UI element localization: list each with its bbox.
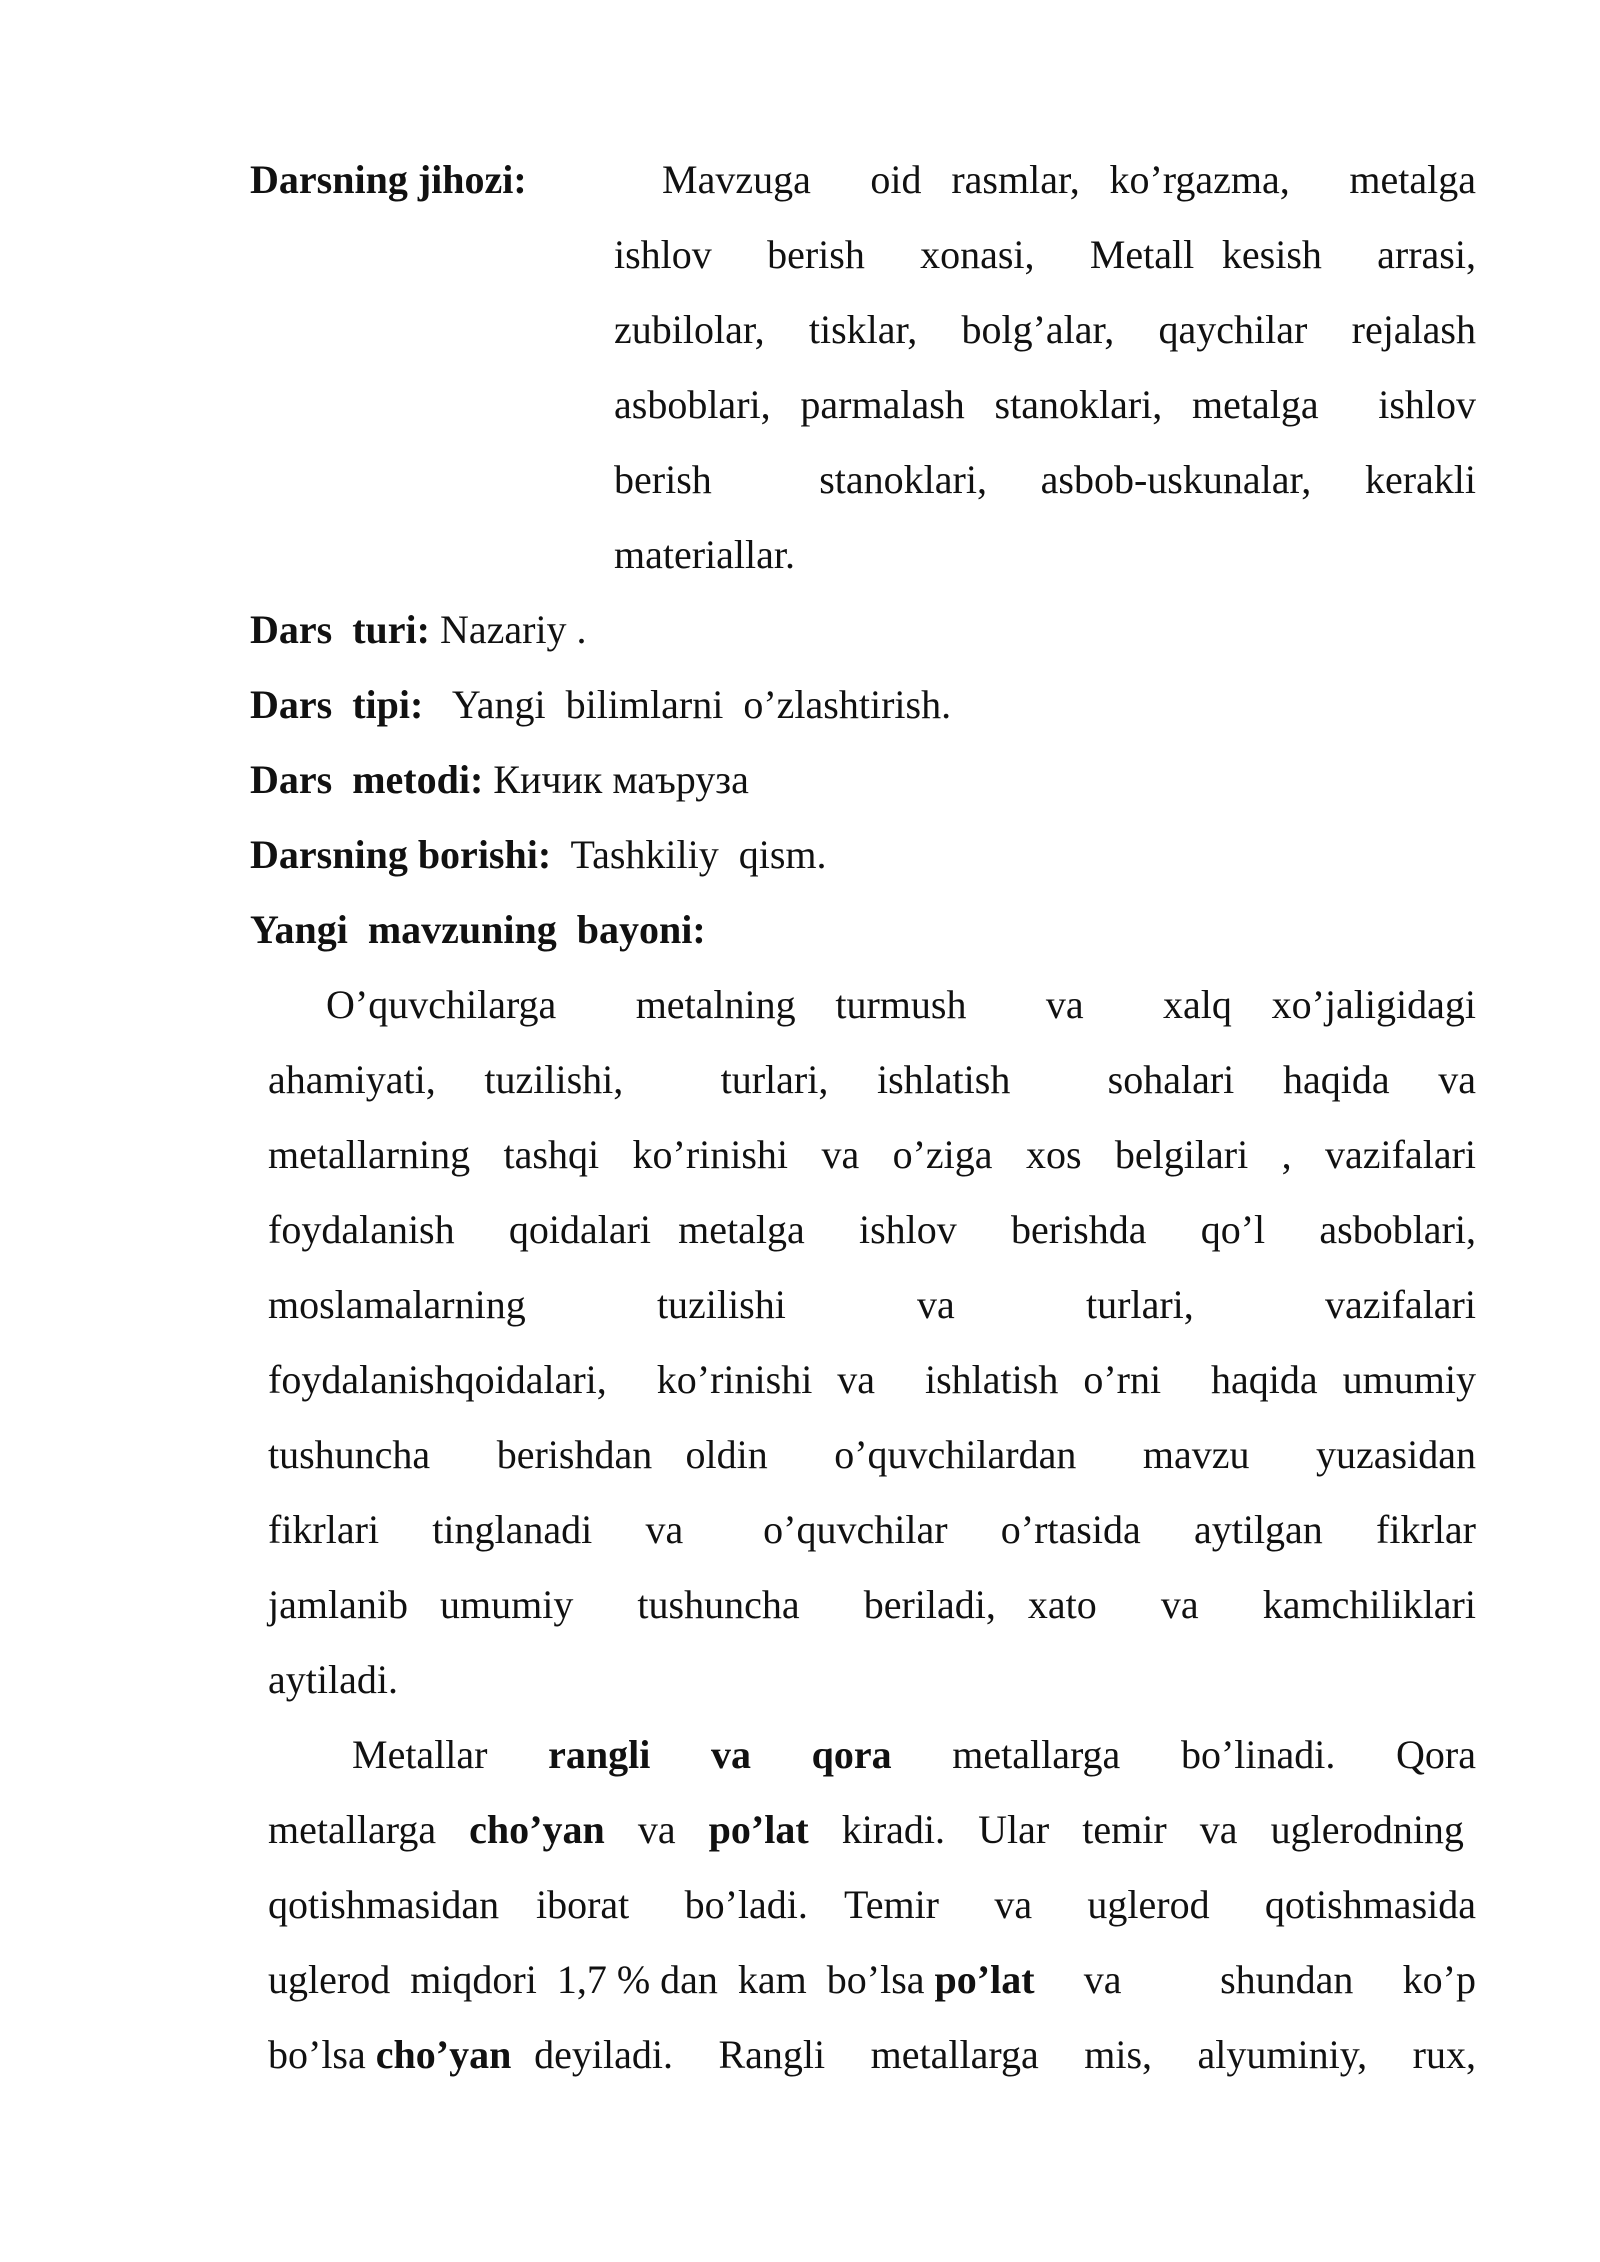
dars-turi-value: Nazariy . (429, 607, 587, 652)
p1-line-8 (268, 1492, 1476, 1567)
p2-word: bo’linadi. (1180, 1732, 1336, 1777)
jihozi-label: Darsning jihozi: (250, 157, 527, 202)
p1-line-2 (268, 1042, 1476, 1117)
p1-line-6 (268, 1342, 1476, 1417)
p2-line-5-c: deyiladi. Rangli metallarga mis, alyuminiy, rux, (511, 2032, 1476, 2077)
p2-bold-polat-2: po’lat (934, 1957, 1035, 2002)
p1-line-7 (268, 1417, 1476, 1492)
jihozi-line-3 (614, 292, 1476, 367)
p2-line-5-a: bo’lsa (268, 2032, 376, 2077)
dars-metodi-label: Dars metodi: (250, 757, 484, 802)
bayoni-heading: Yangi mavzuning bayoni: (250, 907, 706, 952)
p2-line-2 (268, 1792, 1464, 1867)
dars-turi (250, 592, 587, 667)
p2-bold-choyan-2: cho’yan (375, 2032, 512, 2077)
jihozi-line-6: materiallar. (614, 532, 796, 577)
p1-line-1-text: O’quvchilarga metalning turmush va xalq xo’jaligidagi (326, 982, 1476, 1027)
p2-bold-va: va (710, 1732, 751, 1777)
p2-line-4 (268, 1942, 1476, 2017)
p2-word: kiradi. (841, 1807, 946, 1852)
jihozi-line-2 (614, 217, 1476, 292)
jihozi-line-2-text: ishlov berish xonasi, Metall kesish arrasi, (614, 232, 1476, 277)
p2-line-3 (268, 1867, 1476, 1942)
p2-bold-qora: qora (811, 1732, 892, 1777)
p2-line-5 (268, 2017, 1476, 2092)
dars-metodi (250, 742, 749, 817)
p1-line-4 (268, 1192, 1476, 1267)
darsning-borishi-label: Darsning borishi: (250, 832, 552, 877)
p1-line-8-text: fikrlari tinglanadi va o’quvchilar o’rtasida aytilgan fikrlar (268, 1507, 1476, 1552)
p2-word: Ular (978, 1807, 1050, 1852)
p2-word: va (637, 1807, 676, 1852)
jihozi-line-5-text: berish stanoklari, asbob-uskunalar, kerakli (614, 457, 1476, 502)
p1-line-9 (268, 1567, 1476, 1642)
p2-line-4-c: va shundan ko’p (1034, 1957, 1476, 2002)
p2-word: metallarga (268, 1807, 437, 1852)
dars-tipi-label: Dars tipi: (250, 682, 424, 727)
jihozi-line-1-text: Mavzuga oid rasmlar, ko’rgazma, metalga (662, 157, 1476, 202)
jihozi-line-4-text: asboblari, parmalash stanoklari, metalga ishlov (614, 382, 1476, 427)
p1-line-5-text: moslamalarning tuzilishi va turlari, vazifalari (268, 1282, 1476, 1327)
p2-bold-choyan: cho’yan (469, 1807, 605, 1852)
p2-line-3-text: qotishmasidan iborat bo’ladi. Temir va uglerod qotishmasida (268, 1882, 1476, 1927)
p1-line-9-text: jamlanib umumiy tushuncha beriladi, xato va kamchiliklari (268, 1582, 1476, 1627)
jihozi-line-3-text: zubilolar, tisklar, bolg’alar, qaychilar rejalash (614, 307, 1476, 352)
p1-line-3-text: metallarning tashqi ko’rinishi va o’ziga xos belgilari , vazifalari (268, 1132, 1476, 1177)
p2-word: temir (1082, 1807, 1167, 1852)
p2-word: Qora (1395, 1732, 1476, 1777)
p2-word: metallarga (952, 1732, 1121, 1777)
p1-line-4-text: foydalanish qoidalari metalga ishlov berishda qo’l asboblari, (268, 1207, 1476, 1252)
dars-tipi (250, 667, 951, 742)
jihozi-line-5 (614, 442, 1476, 517)
p1-line-7-text: tushuncha berishdan oldin o’quvchilardan mavzu yuzasidan (268, 1432, 1476, 1477)
p1-line-5 (268, 1267, 1476, 1342)
p2-line-4-a: uglerod miqdori 1,7 % dan kam bo’lsa (268, 1957, 935, 2002)
p1-line-2-text: ahamiyati, tuzilishi, turlari, ishlatish sohalari haqida va (268, 1057, 1476, 1102)
jihozi-line-1 (662, 142, 1476, 217)
darsning-borishi (250, 817, 827, 892)
p1-line-6-text: foydalanishqoidalari, ko’rinishi va ishlatish o’rni haqida umumiy (268, 1357, 1476, 1402)
dars-tipi-value: Yangi bilimlarni o’zlashtirish. (423, 682, 952, 727)
jihozi-line-4 (614, 367, 1476, 442)
p2-bold-rangli: rangli (548, 1732, 651, 1777)
dars-turi-label: Dars turi: (250, 607, 430, 652)
p2-word: uglerodning (1270, 1807, 1464, 1852)
dars-metodi-value: Кичик маъруза (483, 757, 749, 802)
p1-line-10: aytiladi. (268, 1657, 398, 1702)
p2-word: Metallar (352, 1732, 488, 1777)
p1-line-3 (268, 1117, 1476, 1192)
darsning-borishi-value: Tashkiliy qism. (551, 832, 827, 877)
p2-line-1 (352, 1717, 1476, 1792)
p2-word: va (1199, 1807, 1238, 1852)
p1-line-1 (326, 967, 1476, 1042)
p2-bold-polat: po’lat (708, 1807, 809, 1852)
